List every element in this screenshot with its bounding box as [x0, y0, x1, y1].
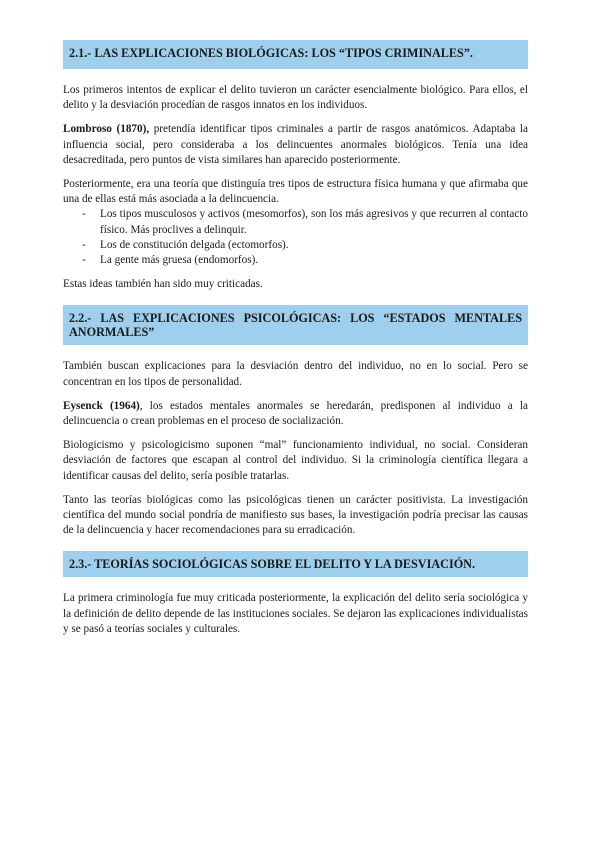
section-heading-2-3: 2.3.- TEORÍAS SOCIOLÓGICAS SOBRE EL DELITO Y LA DESVIACIÓN. [63, 551, 528, 577]
paragraph-eysenck [63, 399, 528, 429]
paragraph: Estas ideas también han sido muy criticadas. [63, 278, 263, 291]
list-item-text: Los de constitución delgada (ectomorfos). [100, 238, 289, 251]
paragraph-text: , los estados mentales anormales se heredarán, predisponen al individuo a la delincuencia o crean problemas en el proceso de socialización. [63, 399, 528, 428]
author-citation: Lombroso (1870), [63, 123, 150, 136]
list-item-text: Los tipos musculosos y activos (mesomorfos), son los más agresivos y que recurren al contacto físico. Más proclives a delinquir. [100, 208, 528, 236]
list-dash: - [82, 208, 86, 221]
paragraph: Posteriormente, era una teoría que distinguía tres tipos de estructura física humana y que afirmaba que una de ellas está más asociada a la delincuencia. [63, 178, 528, 206]
section-heading-2-2: 2.2.- LAS EXPLICACIONES PSICOLÓGICAS: LOS “ESTADOS MENTALES ANORMALES” [63, 305, 528, 345]
paragraph: Los primeros intentos de explicar el delito tuvieron un carácter esencialmente biológico. Para ellos, el delito y la desviación procedían de rasgos innatos en los individuos. [63, 84, 528, 112]
list-item [63, 253, 528, 268]
document-page [63, 40, 528, 646]
paragraph-text: pretendía identificar tipos criminales a partir de rasgos anatómicos. Adaptaba la influencia social, pero consideraba a los delincuentes anormales biológicos. Tenía una idea desacreditada, pero puntos de vista similares han aparecido posteriormente. [63, 123, 528, 166]
list-item [63, 238, 528, 253]
paragraph: La primera criminología fue muy criticada posteriormente, la explicación del delito sería sociológica y la definición de delito depende de las instituciones sociales. Se dejaron las explicaciones individualistas y se pasó a teorías sociales y culturales. [63, 592, 528, 635]
list-dash: - [82, 254, 86, 267]
list-item [63, 207, 528, 237]
list-dash: - [82, 238, 86, 251]
paragraph: Tanto las teorías biológicas como las psicológicas tienen un carácter positivista. La investigación científica del mundo social pondría de manifiesto sus bases, la investigación podría precisar las causas de la delincuencia y hacer recomendaciones para su erradicación. [63, 493, 528, 537]
list-item-text: La gente más gruesa (endomorfos). [100, 254, 259, 267]
paragraph: Biologicismo y psicologicismo suponen “mal” funcionamiento individual, no social. Consideran desviación de factores que escapan al control del individuo. Si la criminología científica llegara a identificar causas del delito, sería posible tratarlas. [63, 439, 528, 482]
section-heading-2-1: 2.1.- LAS EXPLICACIONES BIOLÓGICAS: LOS “TIPOS CRIMINALES”. [63, 40, 528, 69]
author-citation: Eysenck (1964) [63, 399, 140, 412]
paragraph-lombroso [63, 122, 528, 168]
body-type-list [63, 207, 528, 268]
paragraph: También buscan explicaciones para la desviación dentro del individuo, no en lo social. Pero se concentran en los tipos de personalidad. [63, 360, 528, 388]
